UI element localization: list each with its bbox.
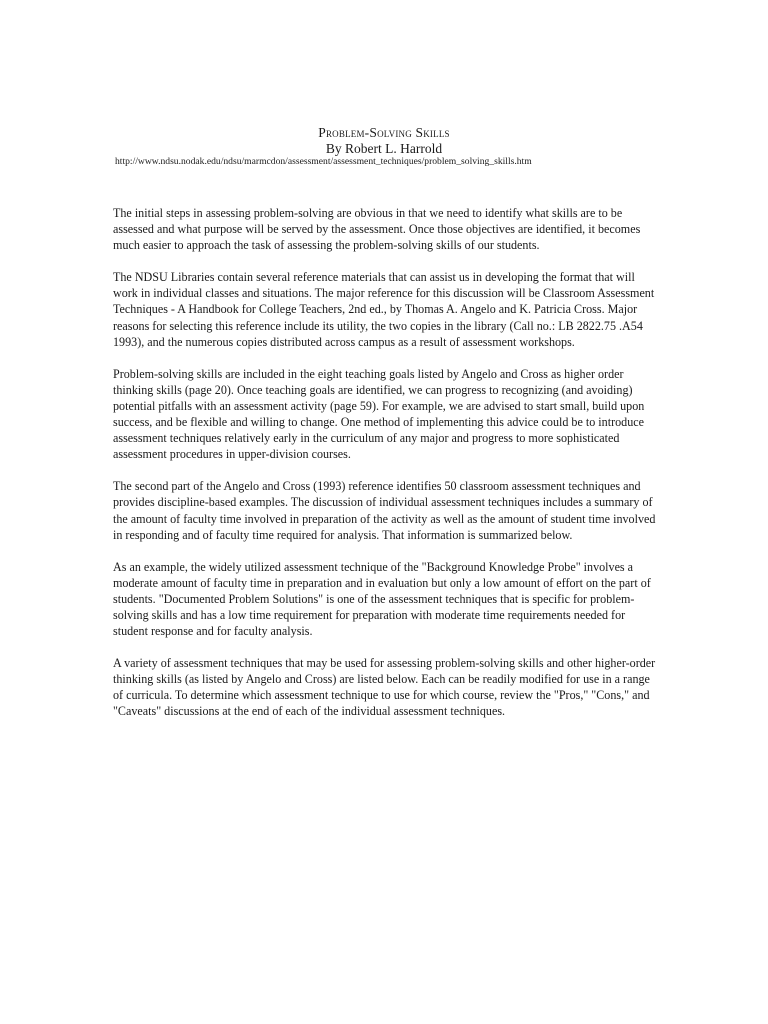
paragraph-variety: A variety of assessment techniques that may be used for assessing problem-solving skills and other higher-order thinking skills (as listed by Angelo and Cross) are listed below. Each can be readily modified for use in a range of curricula. To determine which assessment technique to use for which course, review the "Pros," "Cons," and "Caveats" discussions at the end of each of the individual assessment techniques. xyxy=(113,656,656,719)
document-body xyxy=(113,205,658,736)
paragraph-libraries: The NDSU Libraries contain several reference materials that can assist us in developing the format that will work in individual classes and situations. The major reference for this discussion will be Classroom Assessment Techniques - A Handbook for College Teachers, 2nd ed., by Thomas A. Angelo and K. Patricia Cross. Major reasons for selecting this reference include its utility, the two copies in the library (Call no.: LB 2822.75 .A54 1993), and the numerous copies distributed across campus as a result of assessment workshops. xyxy=(113,270,655,349)
source-url: http://www.ndsu.nodak.edu/ndsu/marmcdon/assessment/assessment_techniques/problem_solving_skills.htm xyxy=(115,156,532,167)
paragraph-example: As an example, the widely utilized assessment technique of the "Background Knowledge Probe" involves a moderate amount of faculty time in preparation and in evaluation but only a low amount of effort on the part of students. "Documented Problem Solutions" is one of the assessment techniques that is specific for problem-solving skills and has a low time requirement for preparation with moderate time requirements needed for student response and for faculty analysis. xyxy=(113,559,651,639)
paragraph-intro: The initial steps in assessing problem-solving are obvious in that we need to identify what skills are to be assessed and what purpose will be served by the assessment. Once those objectives are identified, it becomes much easier to approach the task of assessing the problem-solving skills of our students. xyxy=(113,206,641,253)
paragraph-teaching-goals: Problem-solving skills are included in the eight teaching goals listed by Angelo and Cross as higher order thinking skills (page 20). Once teaching goals are identified, we can progress to recognizing (and avoiding) potential pitfalls with an assessment activity (page 59). For example, we are advised to start small, build upon success, and be flexible and willing to change. One method of implementing this advice could be to introduce assessment techniques relatively early in the curriculum of any major and progress to more sophisticated assessment procedures in upper-division courses. xyxy=(113,366,645,462)
paragraph-techniques: The second part of the Angelo and Cross (1993) reference identifies 50 classroom assessment techniques and provides discipline-based examples. The discussion of individual assessment techniques includes a summary of the amount of faculty time involved in preparation of the activity as well as the amount of student time involved in responding and of faculty time required for analysis. That information is summarized below. xyxy=(113,479,656,542)
document-author: By Robert L. Harrold xyxy=(325,141,443,156)
document-title: Problem-Solving Skills xyxy=(318,125,450,140)
